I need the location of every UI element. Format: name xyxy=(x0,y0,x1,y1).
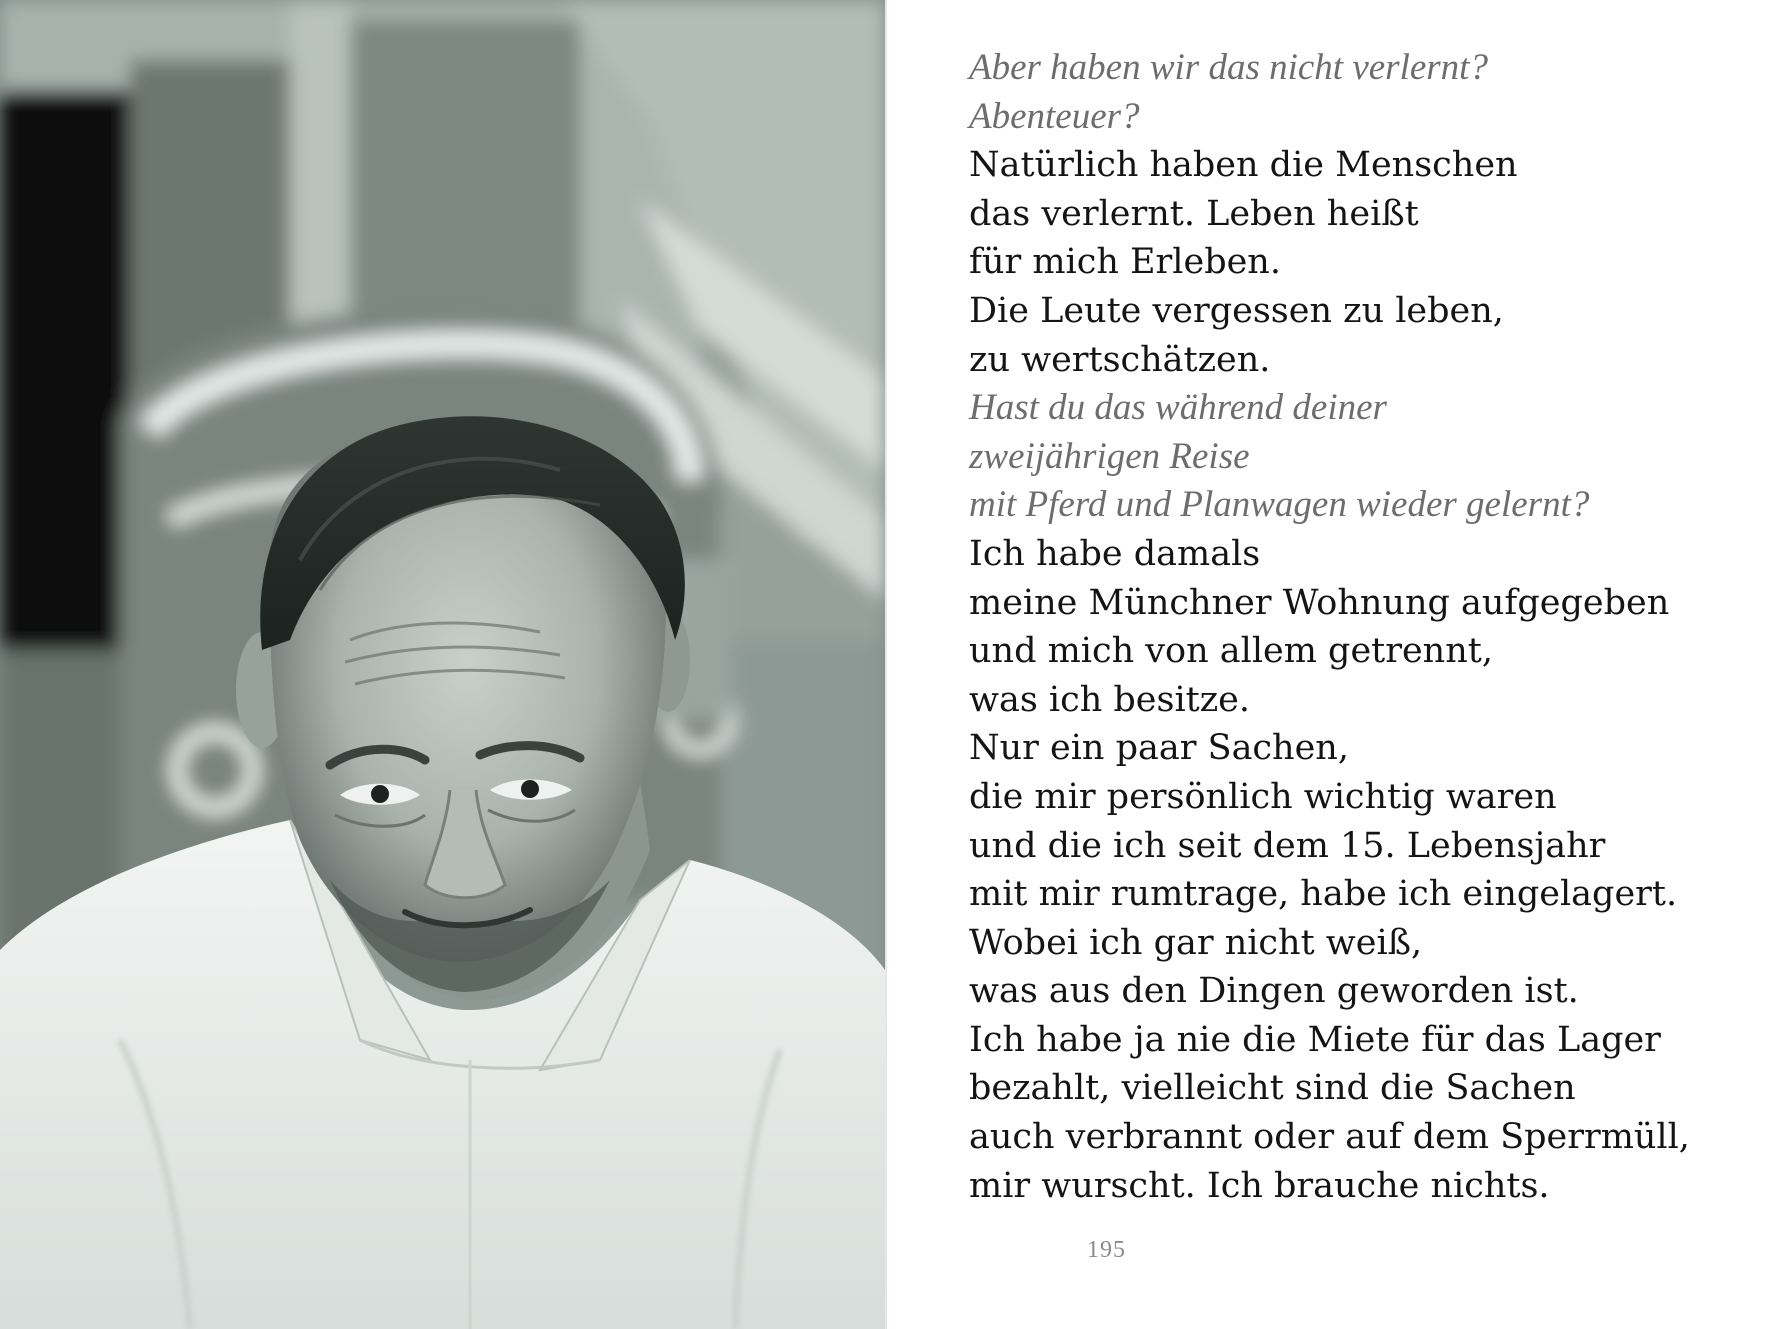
answer-line: zu wertschätzen. xyxy=(969,339,1271,380)
answer-line: meine Münchner Wohnung aufgegeben xyxy=(969,582,1670,623)
question-line: Abenteuer? xyxy=(969,95,1140,137)
answer-line: Ich habe ja nie die Miete für das Lager xyxy=(969,1019,1661,1060)
question-line: Aber haben wir das nicht verlernt? xyxy=(969,47,1488,88)
answer-line: und mich von allem getrennt, xyxy=(969,631,1493,672)
answer-line: Wobei ich gar nicht weiß, xyxy=(969,922,1423,963)
answer-line: Natürlich haben die Menschen xyxy=(969,145,1518,186)
question-line: zweijährigen Reise xyxy=(969,435,1250,477)
answer-line: und die ich seit dem 15. Lebensjahr xyxy=(969,825,1606,866)
answer-line: für mich Erleben. xyxy=(969,242,1281,283)
portrait-photo xyxy=(0,0,885,1329)
answer-line: das verlernt. Leben heißt xyxy=(969,193,1419,234)
answer-line: die mir persönlich wichtig waren xyxy=(969,776,1557,817)
answer-line: mit mir rumtrage, habe ich eingelagert. xyxy=(969,874,1678,915)
answer-line: Die Leute vergessen zu leben, xyxy=(969,290,1504,331)
answer-line: mir wurscht. Ich brauche nichts. xyxy=(969,1165,1550,1206)
text-page xyxy=(887,0,1772,1329)
answer-line: was aus den Dingen geworden ist. xyxy=(969,971,1579,1012)
question-line: Hast du das während deiner xyxy=(969,387,1387,429)
portrait-photo-drawing xyxy=(0,0,885,1329)
answer-line: was ich besitze. xyxy=(969,679,1250,720)
answer-line: bezahlt, vielleicht sind die Sachen xyxy=(969,1068,1576,1109)
answer-line: Ich habe damals xyxy=(969,533,1261,574)
question-line: mit Pferd und Planwagen wieder gelernt? xyxy=(969,484,1590,526)
answer-line: Nur ein paar Sachen, xyxy=(969,728,1349,769)
answer-line: auch verbrannt oder auf dem Sperrmüll, xyxy=(969,1117,1690,1158)
interview-text xyxy=(969,44,1759,1210)
page-number: 195 xyxy=(1087,1237,1126,1263)
